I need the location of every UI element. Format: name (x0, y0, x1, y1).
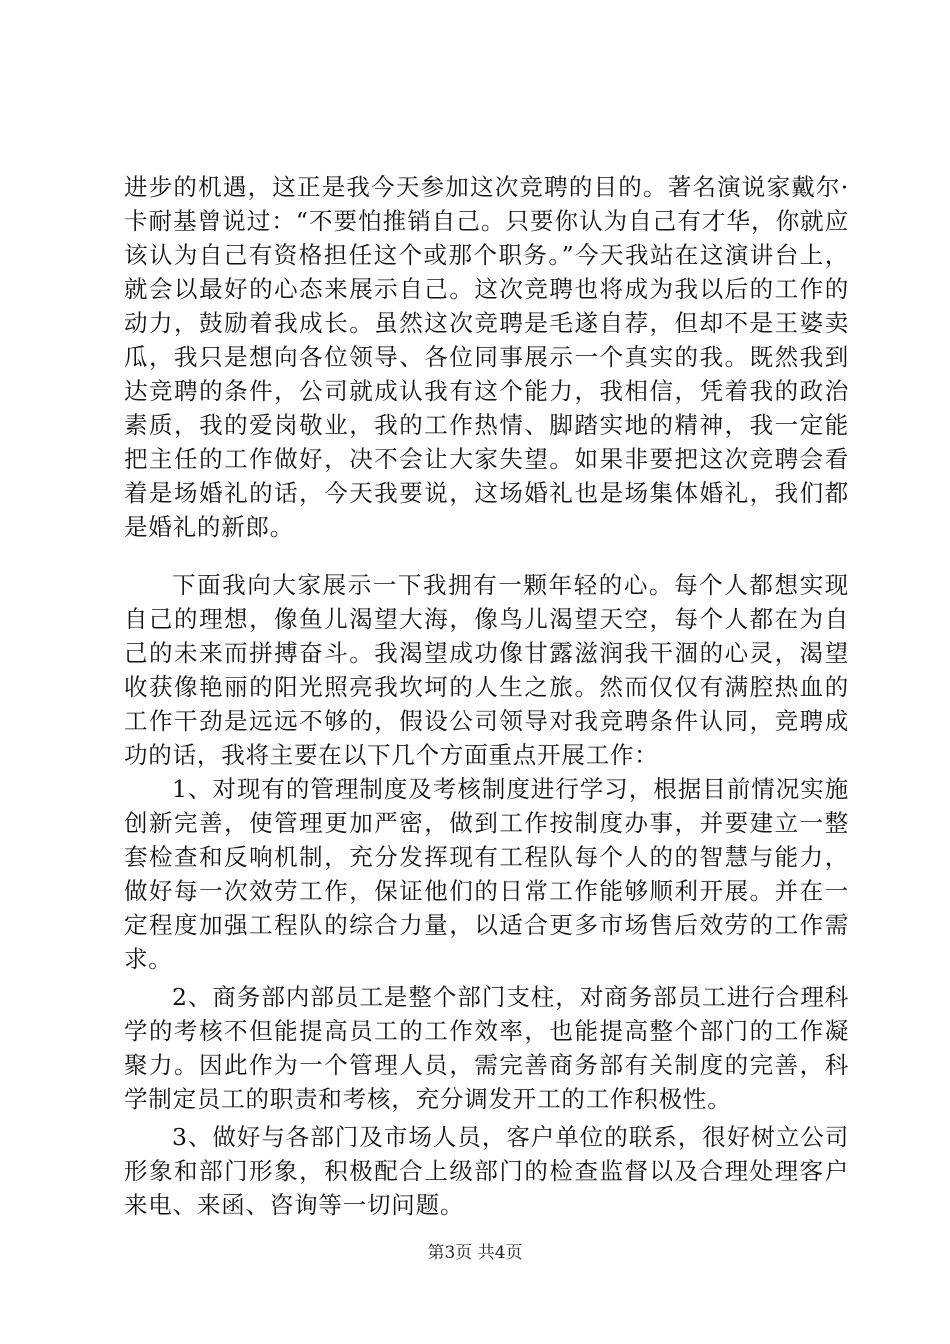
paragraph-spacer (124, 544, 849, 568)
list-item-1: 1、对现有的管理制度及考核制度进行学习，根据目前情况实施创新完善，使管理更加严密，做到工作按制度办事，并要建立一整套检查和反响机制，充分发挥现有工程队每个人的的智慧与能力，做好每一次效劳工作，保证他们的日常工作能够顺利开展。并在一定程度加强工程队的综合力量，以适合更多市场售后效劳的工作需求。 (124, 775, 849, 973)
page-number-footer: 第3页 共4页 (427, 1243, 523, 1263)
paragraph-1: 进步的机遇，这正是我今天参加这次竞聘的目的。著名演说家戴尔·卡耐基曾说过：“不要怕推销自己。只要你认为自己有才华，你就应该认为自己有资格担任这个或那个职务。”今天我站在这演讲台上，就会以最好的心态来展示自己。这次竞聘也将成为我以后的工作的动力，鼓励着我成长。虽然这次竞聘是毛遂自荐，但却不是王婆卖瓜，我只是想向各位领导、各位同事展示一个真实的我。既然我到达竞聘的条件，公司就成认我有这个能力，我相信，凭着我的政治素质，我的爱岗敬业，我的工作热情、脚踏实地的精神，我一定能把主任的工作做好，决不会让大家失望。如果非要把这次竞聘会看着是场婚礼的话，今天我要说，这场婚礼也是场集体婚礼，我们都是婚礼的新郎。 (124, 173, 849, 541)
list-item-3: 3、做好与各部门及市场人员，客户单位的联系，很好树立公司形象和部门形象，积极配合上级部门的检查监督以及合理处理客户来电、来函、咨询等一切问题。 (124, 1123, 849, 1219)
document-body (124, 170, 849, 1222)
paragraph-2: 下面我向大家展示一下我拥有一颗年轻的心。每个人都想实现自己的理想，像鱼儿渴望大海，像鸟儿渴望天空，每个人都在为自己的未来而拼搏奋斗。我渴望成功像甘露滋润我干涸的心灵，渴望收获像艳丽的阳光照亮我坎坷的人生之旅。然而仅仅有满腔热血的工作干劲是远远不够的，假设公司领导对我竞聘条件认同，竞聘成功的话，我将主要在以下几个方面重点开展工作： (124, 571, 849, 769)
list-item-2: 2、商务部内部员工是整个部门支柱，对商务部员工进行合理科学的考核不但能提高员工的工作效率，也能提高整个部门的工作凝聚力。因此作为一个管理人员，需完善商务部有关制度的完善，科学制定员工的职责和考核，充分调发开工的工作积极性。 (124, 983, 849, 1113)
